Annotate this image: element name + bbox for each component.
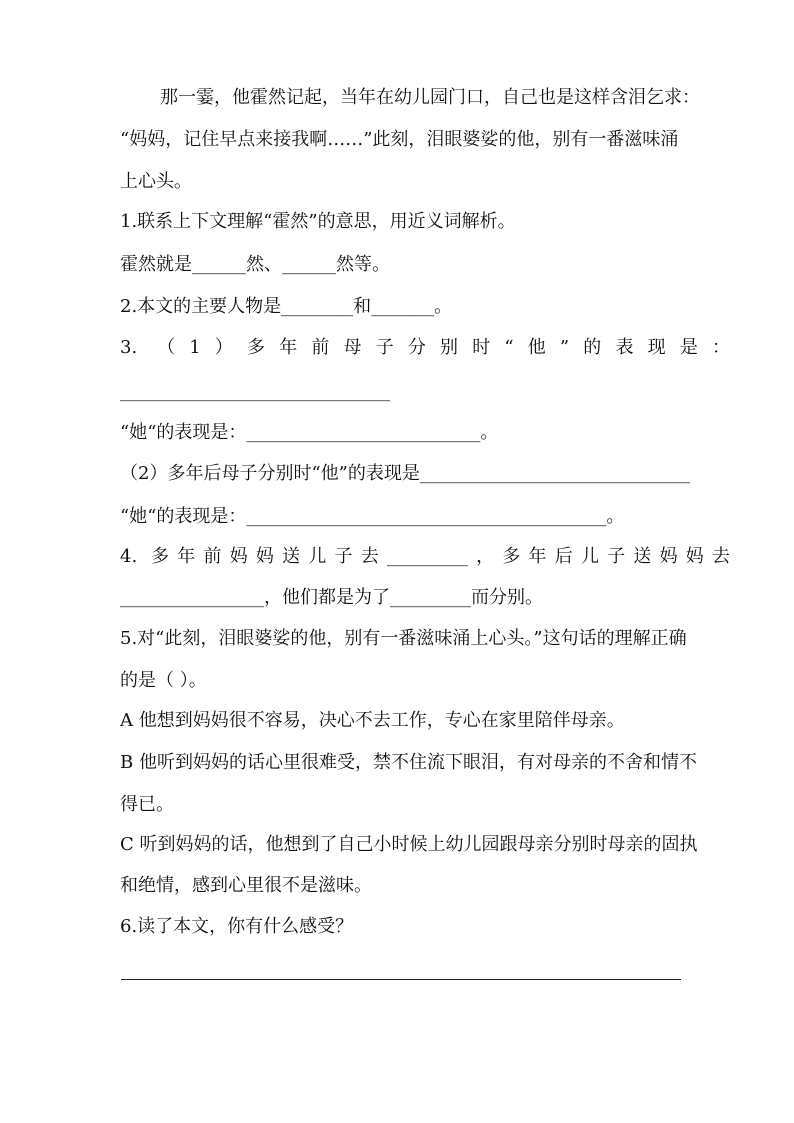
passage-line-2: “妈妈，记住早点来接我啊……”此刻，泪眼婆娑的他，别有一番滋味涌 [120, 129, 679, 150]
question-5-line-2: 的是（ ）。 [120, 670, 207, 691]
option-b-line-2: 得已。 [120, 794, 174, 815]
question-3-part-1-blank: ______________________________ [120, 381, 390, 402]
question-4-line-1: 4. 多年前妈妈送儿子去_________，多年后儿子送妈妈去 [120, 546, 730, 567]
option-b: B 他听到妈妈的话心里很难受，禁不住流下眼泪，有对母亲的不舍和情不 [120, 752, 697, 773]
question-1-answer: 霍然就是______然、______然等。 [120, 254, 390, 275]
option-a: A 他想到妈妈很不容易，决心不去工作，专心在家里陪伴母亲。 [120, 710, 625, 731]
question-1: 1.联系上下文理解“霍然”的意思，用近义词解析。 [120, 211, 516, 232]
question-3-part-1-her: “她“的表现是：__________________________。 [120, 422, 499, 443]
passage-line-1: 那一霎，他霍然记起，当年在幼儿园门口，自己也是这样含泪乞求： [160, 87, 700, 108]
passage-line-3: 上心头。 [120, 171, 192, 192]
question-3-part-2-him: （2）多年后母子分别时“他”的表现是______________________________ [120, 463, 690, 484]
question-6: 6.读了本文，你有什么感受？ [120, 916, 354, 937]
question-3-part-2-her: “她“的表现是：________________________________________。 [120, 506, 625, 527]
question-2: 2.本文的主要人物是________和_______。 [120, 296, 453, 317]
question-4-line-2: ________________，他们都是为了_________而分别。 [120, 587, 543, 608]
option-c: C 听到妈妈的话，他想到了自己小时候上幼儿园跟母亲分别时母亲的固执 [120, 834, 698, 855]
question-6-answer-line [121, 979, 681, 980]
option-c-line-2: 和绝情，感到心里很不是滋味。 [120, 875, 372, 896]
question-3-part-1: 3. （1）多年前母子分别时“他”的表现是： [120, 337, 730, 358]
question-5: 5.对“此刻，泪眼婆娑的他，别有一番滋味涌上心头。”这句话的理解正确 [120, 628, 687, 649]
